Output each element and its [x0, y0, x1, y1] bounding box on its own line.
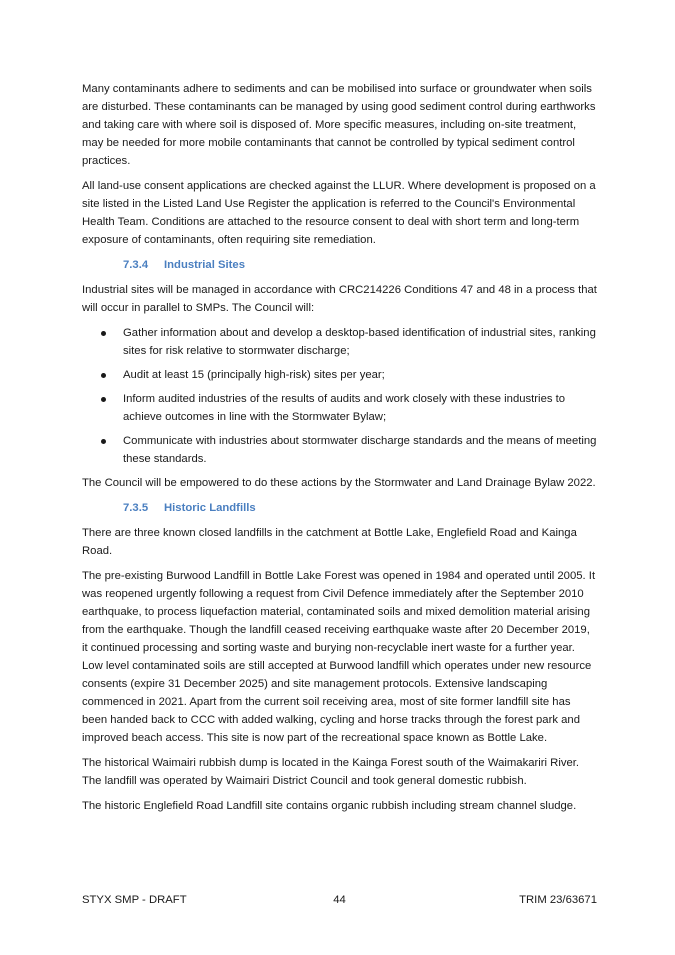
page-footer [82, 891, 597, 909]
section-heading-historic-landfills [82, 499, 597, 517]
section-title: Industrial Sites [164, 259, 245, 271]
intro-paragraph-2: All land-use consent applications are checked against the LLUR. Where development is proposed on a site listed in the Listed Land Use Register the application is referred to the Council's Environmental Health Team. Conditions are attached to the resource consent to deal with short term and long-term exposure of contaminants, often requiring site remediation. [82, 180, 596, 246]
industrial-bylaw-paragraph: The Council will be empowered to do these actions by the Stormwater and Land Drainage Bylaw 2022. [82, 477, 596, 489]
bullet-icon [101, 373, 106, 378]
list-item-text: Inform audited industries of the results of audits and work closely with these industries to achieve outcomes in line with the Stormwater Bylaw; [123, 393, 566, 423]
bullet-icon [101, 439, 106, 444]
section-number: 7.3.4 [123, 259, 149, 271]
industrial-intro-paragraph: Industrial sites will be managed in accordance with CRC214226 Conditions 47 and 48 in a process that will occur in parallel to SMPs. The Council will: [82, 284, 597, 314]
section-heading-industrial-sites [82, 256, 597, 274]
landfills-paragraph-1: There are three known closed landfills in the catchment at Bottle Lake, Englefield Road and Kainga Road. [82, 527, 577, 557]
bullet-icon [101, 397, 106, 402]
list-item-text: Gather information about and develop a desktop-based identification of industrial sites, ranking sites for risk relative to stormwater discharge; [123, 327, 596, 357]
list-item [82, 390, 597, 426]
footer-document-title: STYX SMP - DRAFT [82, 894, 187, 906]
industrial-actions-list [82, 324, 597, 468]
list-item [82, 366, 597, 384]
list-item-text: Communicate with industries about stormwater discharge standards and the means of meeting these standards. [123, 435, 597, 465]
section-number: 7.3.5 [123, 502, 149, 514]
footer-trim-reference: TRIM 23/63671 [519, 894, 597, 906]
intro-paragraph-1: Many contaminants adhere to sediments and can be mobilised into surface or groundwater when soils are disturbed. These contaminants can be managed by using good sediment control during earthworks and taking care with where soil is disposed of. More specific measures, including on-site treatment, may be needed for more mobile contaminants that cannot be controlled by typical sediment control practices. [82, 83, 596, 167]
landfills-paragraph-3: The historical Waimairi rubbish dump is located in the Kainga Forest south of the Waimakariri River. The landfill was operated by Waimairi District Council and took general domestic rubbish. [82, 757, 580, 787]
page-content [82, 80, 597, 822]
list-item-text: Audit at least 15 (principally high-risk) sites per year; [123, 369, 385, 381]
list-item [82, 432, 597, 468]
section-title: Historic Landfills [164, 502, 256, 514]
list-item [82, 324, 597, 360]
bullet-icon [101, 331, 106, 336]
footer-page-number: 44 [333, 894, 346, 906]
landfills-paragraph-2: The pre-existing Burwood Landfill in Bottle Lake Forest was opened in 1984 and operated until 2005. It was reopened urgently following a request from Civil Defence immediately after the September 2010 earthquake, to process liquefaction material, contaminated soils and mixed demolition material arising from the earthquake. Though the landfill ceased receiving earthquake waste after 20 December 2019, it continued processing and sorting waste and burying non-recyclable inert waste for a further year. Low level contaminated soils are still accepted at Burwood landfill which operates under new resource consents (expire 31 December 2025) and site management protocols. Extensive landscaping commenced in 2021. Apart from the current soil receiving area, most of site former landfill site has been handed back to CCC with added walking, cycling and horse tracks through the forest park and improved beach access. This site is now part of the recreational space known as Bottle Lake. [82, 570, 596, 744]
landfills-paragraph-4: The historic Englefield Road Landfill site contains organic rubbish including stream channel sludge. [82, 800, 577, 812]
